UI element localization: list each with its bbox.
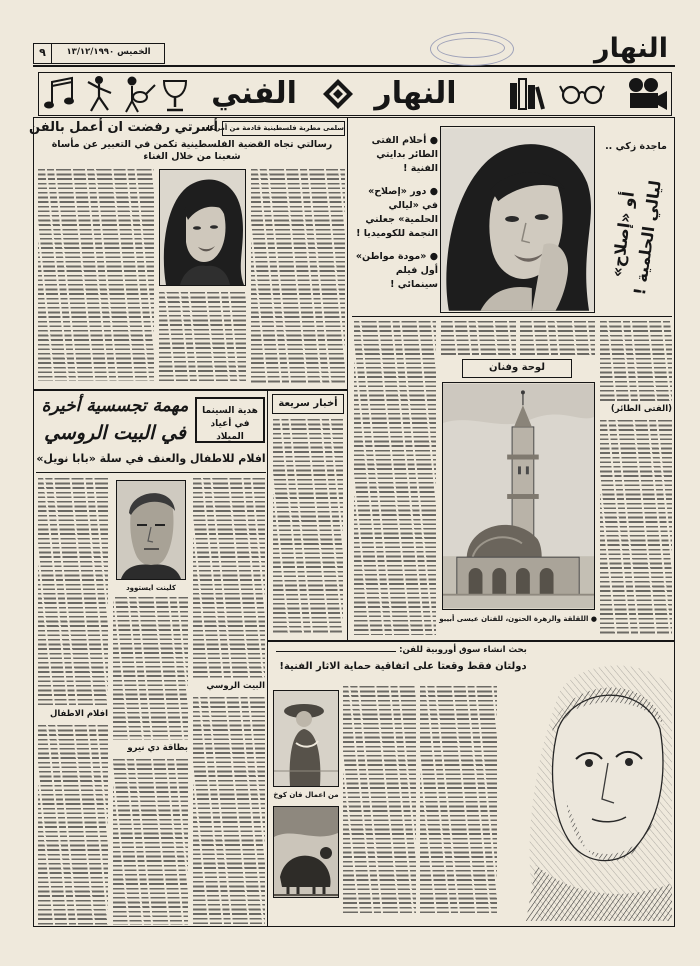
majda-rotated-title — [598, 156, 672, 316]
cinema-body-col-left-bottom — [38, 725, 108, 925]
cinema-headline: افلام للاطفال والعنف في سلة «بابا نويل» — [36, 452, 266, 465]
painting-caption: ● اللقلقة والزهرة الحنون، للفنان عيسى أبيبو — [439, 615, 597, 623]
library-stamp — [430, 32, 514, 66]
eyeglasses-icon — [560, 82, 604, 106]
cinema-body-col-middle-bottom — [113, 759, 188, 925]
majda-body-rule — [352, 316, 672, 317]
salma-photo — [159, 169, 246, 286]
majda-title-line-2: ليالي الحلمية ! — [629, 179, 665, 297]
cinema-body-col-left-top — [38, 478, 108, 706]
art-market-kicker: بحث انشاء سوق أوروبية للفن: — [399, 645, 527, 655]
cinema-subhead-children: افلام الاطفال — [49, 709, 108, 719]
art-body-col-right — [420, 686, 497, 914]
guitarist-icon — [120, 75, 156, 113]
books-icon — [508, 77, 544, 111]
majda-bullet: ● «مودة مواطن» أول فيلم سينمائي ! — [355, 251, 438, 290]
small-painting-scene-image — [274, 807, 338, 897]
majda-body-col-right-bottom — [600, 420, 672, 635]
eastwood-portrait — [117, 481, 185, 579]
banner-title-nahar: النهار — [374, 76, 457, 111]
salma-body-col-right — [251, 169, 345, 383]
small-painting-caption: من اعمال فان كوخ — [273, 791, 339, 799]
quick-news-body — [273, 419, 343, 635]
salma-kicker: سلمى مطربة فلسطينية قادمة من أمريكا — [222, 121, 345, 136]
vertical-divider-lower — [267, 390, 268, 927]
art-kicker-rule-left — [276, 651, 396, 652]
art-market-headline: دولتان فقط وقعتا على اتفاقية حماية الاثار الفنية! — [272, 659, 534, 675]
salma-portrait — [160, 170, 245, 285]
masthead-rule — [33, 65, 675, 67]
music-notes-icon — [44, 76, 78, 112]
cinema-headline-rule — [36, 472, 266, 473]
cinema-body-col-right-bottom — [193, 697, 265, 925]
majda-body-col-center-b — [441, 321, 516, 355]
page-number: ٩ — [34, 44, 52, 63]
horizontal-divider-left — [33, 389, 348, 391]
ornament-icon — [322, 78, 354, 110]
majda-bullet: ● دور «إصلاح» في «ليالي الحلمية» جعلني النجمة للكوميديا ! — [356, 186, 438, 239]
majda-name: ماجدة زكي .. — [605, 141, 667, 152]
salma-body-col-middle — [159, 292, 246, 382]
majda-body-col-right-top — [600, 321, 672, 401]
small-painting-woman-image — [274, 691, 338, 786]
cinema-feature-line-1: مهمة تجسسية أخيرة — [41, 396, 189, 416]
majda-title-line-1: أو «إصلاح» — [607, 190, 639, 279]
van-gogh-sketch — [500, 650, 672, 922]
eastwood-photo — [116, 480, 186, 580]
eastwood-caption: كلينت ايستوود — [126, 584, 176, 592]
cinema-subhead-deniro: بطاقة دي نيرو — [127, 743, 188, 753]
majda-subhead: (الفتى الطائر) — [610, 404, 672, 414]
majda-body-col-left — [354, 321, 436, 635]
mosque-painting-image — [443, 383, 594, 609]
banner-title-arts: الفني — [211, 76, 297, 111]
library-stamp-inner — [437, 38, 505, 58]
horizontal-divider-right — [267, 640, 675, 642]
small-painting-scene — [273, 806, 339, 898]
cinema-feature-line-2: في البيت الروسي — [44, 422, 186, 444]
cinema-body-col-middle-top — [113, 597, 188, 740]
issue-date: الخميس ١٣/١٢/١٩٩٠ — [66, 47, 151, 57]
majda-bullet-list — [354, 134, 438, 301]
vertical-divider-center — [347, 117, 348, 640]
van-gogh-portrait — [500, 650, 672, 922]
mosque-painting — [442, 382, 595, 610]
newspaper-logo: النهار — [594, 33, 668, 64]
majda-portrait — [441, 127, 594, 312]
small-painting-woman — [273, 690, 339, 787]
salma-body-col-left — [38, 169, 154, 381]
cinema-box-heading: هدية السينما في أعياد الميلاد — [195, 397, 265, 443]
film-projector-icon — [626, 76, 668, 112]
salma-headline: أسرتي رفضت ان أعمل بالفن — [29, 120, 218, 135]
majda-body-col-center-a — [520, 321, 595, 355]
painting-feature-heading: لوحة وفنان — [462, 359, 572, 378]
quick-news-heading: أخبار سريعة — [272, 394, 344, 414]
majda-rotated-title-inner — [598, 148, 671, 323]
salma-subheadline: رسالتي تجاه القضية الفلسطينية تكمن في التعبير عن مأساة شعبنا من خلال الغناء — [51, 139, 333, 162]
art-body-col-left — [343, 686, 416, 914]
chalice-icon — [160, 78, 190, 112]
cinema-subhead-house: البيت الروسي — [206, 681, 265, 691]
majda-photo — [440, 126, 595, 313]
dancer-icon — [84, 75, 114, 113]
majda-bullet: ● أحلام الفتى الطائر بدايتي الفنية ! — [371, 135, 438, 174]
cinema-body-col-right-top — [193, 478, 265, 678]
